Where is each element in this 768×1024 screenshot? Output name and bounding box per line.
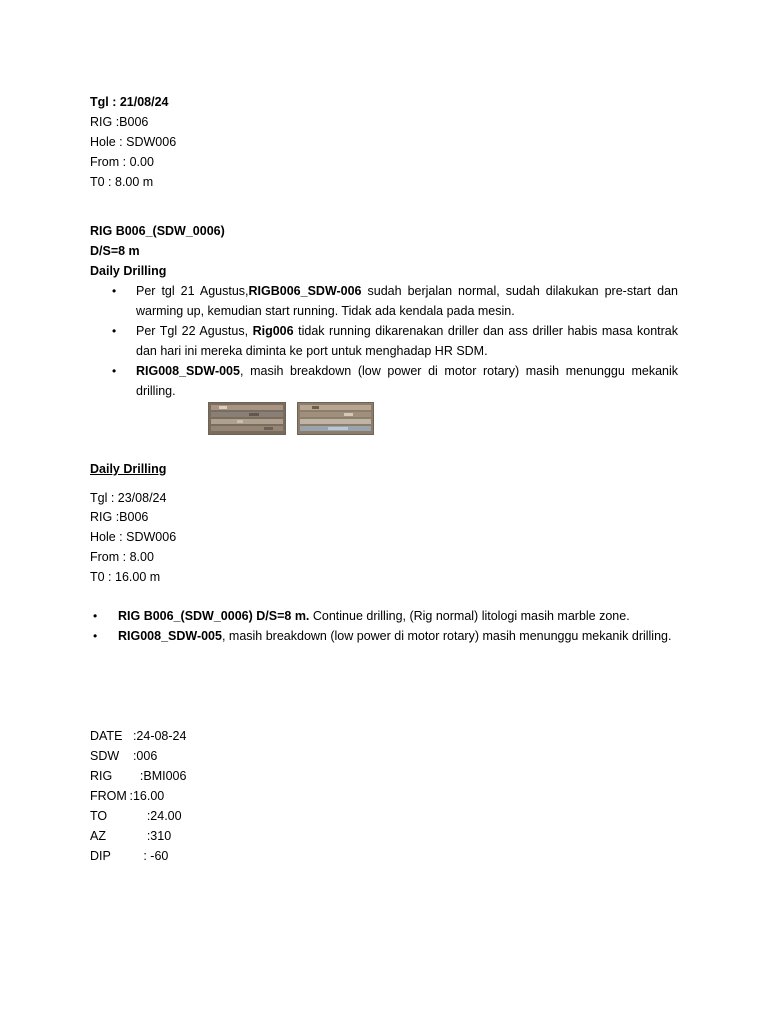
row-value: :BMI006 xyxy=(126,769,187,783)
row-value: :16.00 xyxy=(126,789,165,803)
bullet-icon: • xyxy=(93,629,98,643)
data-row-dip xyxy=(90,846,168,866)
date-line-2: Tgl : 23/08/24 xyxy=(90,491,167,505)
list-item-bold: RIG B006_(SDW_0006) D/S=8 m. xyxy=(118,609,310,623)
rig-title: RIG B006_(SDW_0006) xyxy=(90,224,225,238)
row-value: :310 xyxy=(126,829,172,843)
data-row-date xyxy=(90,726,186,746)
bullet-icon: • xyxy=(112,284,117,298)
list-item-text: , masih breakdown (low power di motor rotary) masih menunggu mekanik drilling. xyxy=(136,364,678,398)
row-key: TO xyxy=(90,809,108,823)
list-item xyxy=(90,361,678,401)
hole-line-1: Hole : SDW006 xyxy=(90,135,177,149)
core-box-photo-2 xyxy=(297,402,374,435)
list-item-bold: RIG008_SDW-005 xyxy=(136,364,240,378)
row-key: DATE xyxy=(90,729,123,743)
list-item-text: Continue drilling, (Rig normal) litologi masih marble zone. xyxy=(309,609,630,623)
row-key: DIP xyxy=(90,849,111,863)
daily-drilling-heading-1: Daily Drilling xyxy=(90,264,167,278)
core-box-photo-1 xyxy=(208,402,286,435)
row-value: :24.00 xyxy=(126,809,182,823)
ds-line: D/S=8 m xyxy=(90,244,140,258)
from-line-1: From : 0.00 xyxy=(90,155,154,169)
list-item-text: tidak running dikarenakan driller dan ass driller habis masa kontrak dan hari ini mereka diminta ke port untuk menghadap HR SDM. xyxy=(136,324,678,358)
row-key: FROM xyxy=(90,789,127,803)
rig-line-1: RIG :B006 xyxy=(90,115,149,129)
daily-drilling-heading-2: Daily Drilling xyxy=(90,462,167,476)
data-row-to xyxy=(90,806,182,826)
data-row-sdw xyxy=(90,746,157,766)
bullet-icon: • xyxy=(112,364,117,378)
to-line-2: T0 : 16.00 m xyxy=(90,570,161,584)
bullet-list-2 xyxy=(90,606,678,646)
hole-line-2: Hole : SDW006 xyxy=(90,530,177,544)
bullet-icon: • xyxy=(112,324,117,338)
list-item-text: Per tgl 21 Agustus, xyxy=(136,284,249,298)
list-item-bold: Rig006 xyxy=(252,324,294,338)
row-key: RIG xyxy=(90,769,113,783)
row-key: SDW xyxy=(90,749,120,763)
rig-line-2: RIG :B006 xyxy=(90,510,149,524)
bullet-list-1 xyxy=(90,281,678,401)
list-item-text: sudah berjalan normal, sudah dilakukan pre-start dan warming up, kemudian start running. Tidak ada kendala pada mesin. xyxy=(136,284,678,318)
data-row-from xyxy=(90,786,164,806)
row-value: : -60 xyxy=(126,849,169,863)
list-item-text: , masih breakdown (low power di motor rotary) masih menunggu mekanik drilling. xyxy=(221,629,672,643)
row-value: :006 xyxy=(126,749,158,763)
list-item xyxy=(90,281,678,321)
list-item xyxy=(90,606,678,626)
list-item-bold: RIGB006_SDW-006 xyxy=(248,284,362,298)
list-item xyxy=(90,321,678,361)
list-item xyxy=(90,626,678,646)
row-key: AZ xyxy=(90,829,106,843)
list-item-text: Per Tgl 22 Agustus, xyxy=(136,324,253,338)
row-value: :24-08-24 xyxy=(126,729,187,743)
date-line-1: Tgl : 21/08/24 xyxy=(90,95,169,109)
data-row-az xyxy=(90,826,171,846)
bullet-icon: • xyxy=(93,609,98,623)
from-line-2: From : 8.00 xyxy=(90,550,154,564)
list-item-bold: RIG008_SDW-005 xyxy=(118,629,222,643)
to-line-1: T0 : 8.00 m xyxy=(90,175,154,189)
data-row-rig xyxy=(90,766,186,786)
